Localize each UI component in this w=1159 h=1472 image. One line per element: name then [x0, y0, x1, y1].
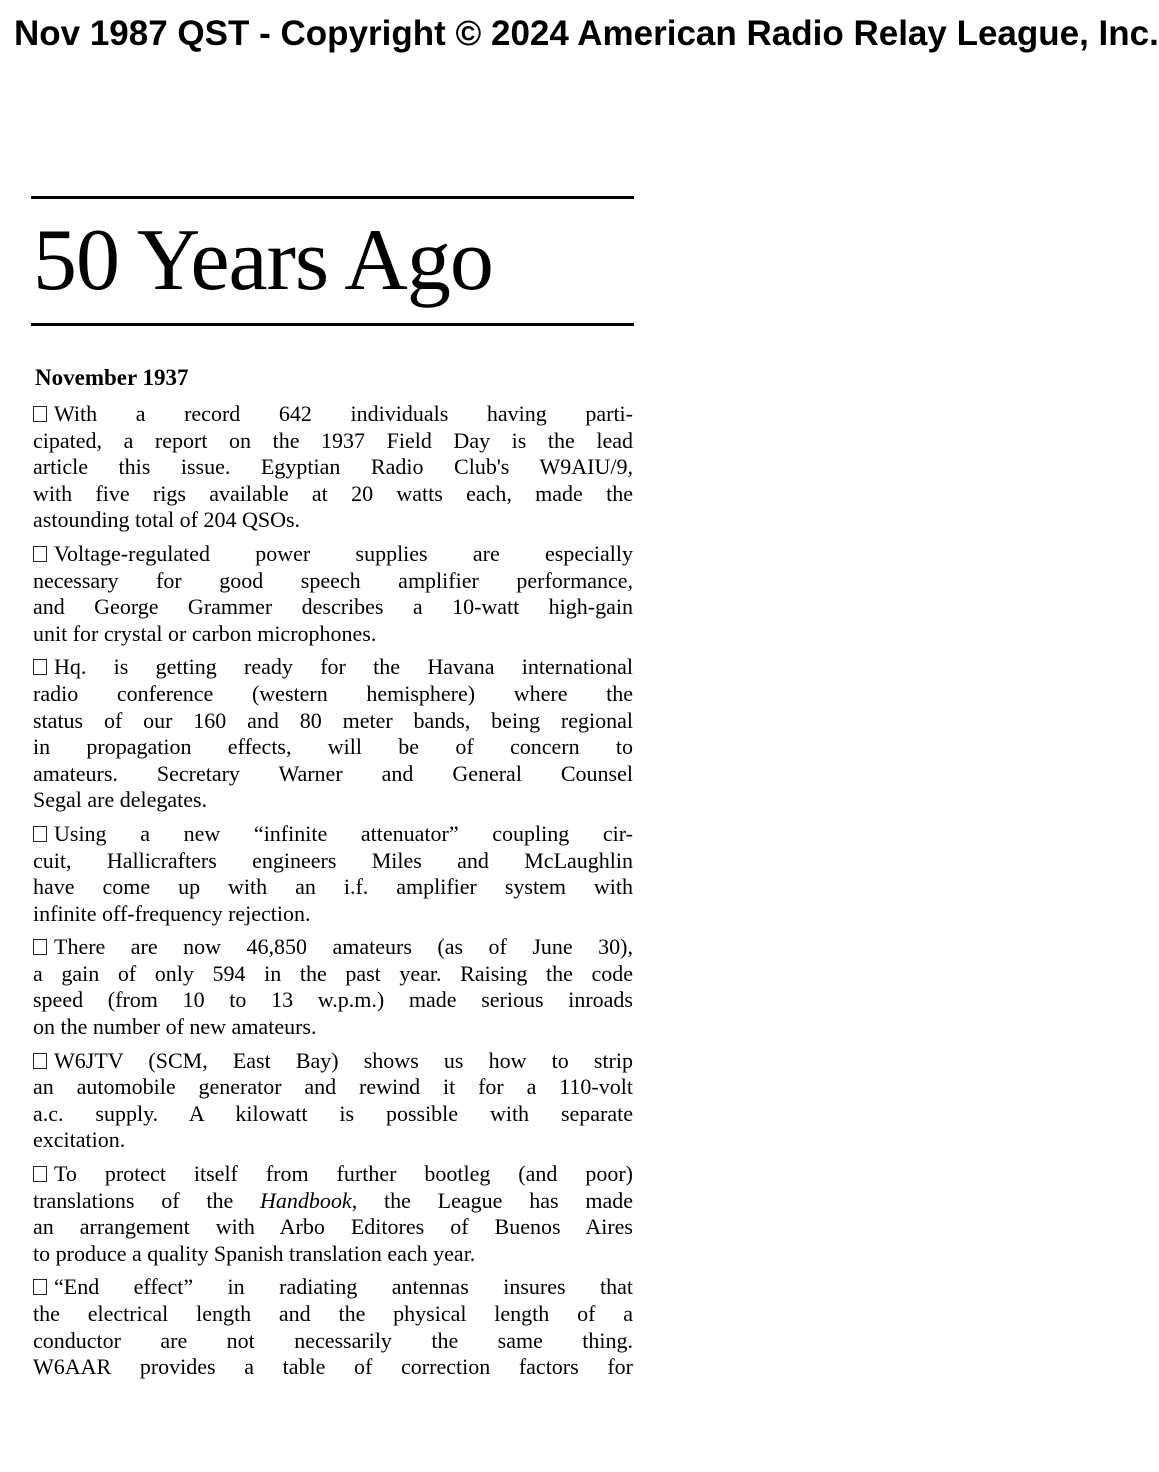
item-line: a gain of only 594 in the past year. Raising the code — [33, 960, 633, 986]
item-line: cuit, Hallicrafters engineers Miles and McLaughlin — [33, 847, 633, 873]
item-line: speed (from 10 to 13 w.p.m.) made serious inroads — [33, 987, 633, 1013]
item-line: with five rigs available at 20 watts each, made the — [33, 480, 633, 506]
title-bottom-rule — [31, 323, 634, 326]
bullet-box-icon — [33, 1166, 47, 1182]
section-heading: November 1937 — [35, 365, 189, 390]
item-line: an automobile generator and rewind it for a 110-volt — [33, 1074, 633, 1100]
item-line: conductor are not necessarily the same thing. — [33, 1327, 633, 1353]
item-line: Voltage-regulated power supplies are especially — [54, 540, 633, 566]
bullet-box-icon — [33, 406, 47, 422]
item-line: astounding total of 204 QSOs. — [33, 507, 301, 533]
item-line: There are now 46,850 amateurs (as of June 30), — [54, 934, 633, 960]
news-item — [33, 1274, 633, 1380]
article-column — [33, 364, 633, 1388]
item-line: and George Grammer describes a 10-watt high-gain — [33, 594, 633, 620]
news-item — [33, 1048, 633, 1154]
news-item — [33, 654, 633, 814]
title-top-rule — [31, 196, 634, 199]
item-line: W6AAR provides a table of correction factors for — [33, 1354, 633, 1380]
item-line: With a record 642 individuals having parti- — [54, 401, 633, 426]
bullet-box-icon — [33, 659, 47, 675]
news-item — [33, 1161, 633, 1267]
bullet-box-icon — [33, 1053, 47, 1069]
page-title: 50 Years Ago — [33, 212, 493, 309]
item-line: an arrangement with Arbo Editores of Buenos Aires — [33, 1214, 633, 1240]
item-line: the electrical length and the physical length of a — [33, 1301, 633, 1326]
item-line: have come up with an i.f. amplifier system with — [33, 874, 633, 900]
item-line: article this issue. Egyptian Radio Club's W9AIU/9, — [33, 454, 633, 480]
item-line: radio conference (western hemisphere) where the — [33, 680, 633, 706]
bullet-box-icon — [33, 546, 47, 562]
item-line: status of our 160 and 80 meter bands, being regional — [33, 707, 633, 733]
item-line: in propagation effects, will be of concern to — [33, 734, 633, 760]
item-line: necessary for good speech amplifier performance, — [33, 567, 633, 593]
item-line: To protect itself from further bootleg (and poor) — [54, 1161, 633, 1187]
item-line: a.c. supply. A kilowatt is possible with separate — [33, 1100, 633, 1126]
item-line: unit for crystal or carbon microphones. — [33, 620, 377, 646]
news-item — [33, 541, 633, 647]
news-item — [33, 821, 633, 927]
item-line: Using a new “infinite attenuator” coupling cir- — [54, 820, 633, 846]
item-line: Segal are delegates. — [33, 787, 208, 813]
bullet-box-icon — [33, 826, 47, 842]
item-line: infinite off-frequency rejection. — [33, 900, 311, 926]
news-item — [33, 934, 633, 1040]
item-line: excitation. — [33, 1127, 126, 1153]
item-line: cipated, a report on the 1937 Field Day is the lead — [33, 427, 633, 453]
item-line: “End effect” in radiating antennas insures that — [54, 1274, 633, 1300]
copyright-banner: Nov 1987 QST - Copyright © 2024 American Radio Relay League, Inc. — [14, 14, 1159, 53]
news-item — [33, 401, 633, 534]
item-line: W6JTV (SCM, East Bay) shows us how to strip — [54, 1047, 633, 1073]
item-line: on the number of new amateurs. — [33, 1014, 317, 1040]
item-line-with-italic: translations of the Handbook, the League has made — [33, 1187, 633, 1213]
item-line: Hq. is getting ready for the Havana international — [54, 654, 633, 680]
bullet-box-icon — [33, 939, 47, 955]
item-line: to produce a quality Spanish translation each year. — [33, 1240, 476, 1266]
bullet-box-icon — [33, 1279, 47, 1295]
item-line: amateurs. Secretary Warner and General Counsel — [33, 760, 633, 786]
